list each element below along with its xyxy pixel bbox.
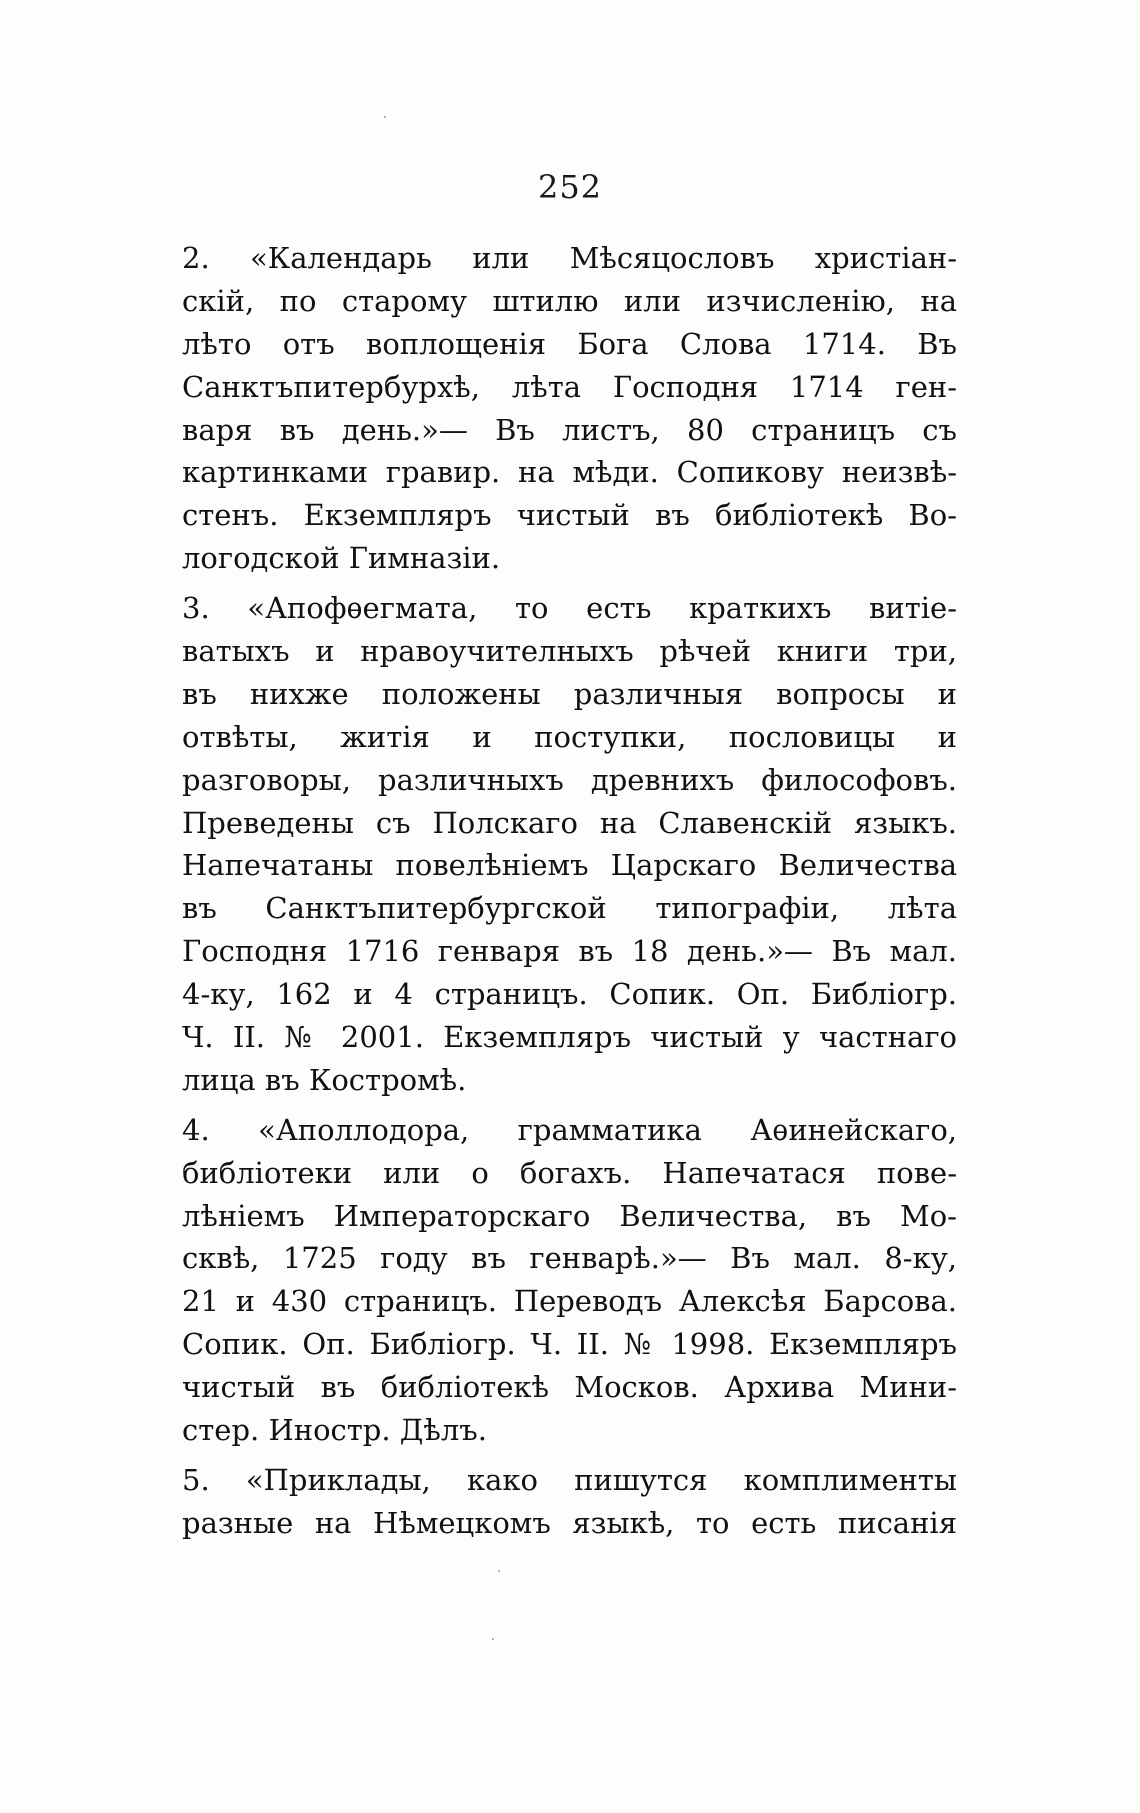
text-line: сквѣ, 1725 году въ генварѣ.»— Въ мал. 8-ку, [182,1241,957,1276]
text-line: 21 и 430 страницъ. Переводъ Алексѣя Барсова. [182,1284,957,1319]
text-line: Санктъпитербурхѣ, лѣта Господня 1714 ген- [182,369,957,404]
text-line: 4-ку, 162 и 4 страницъ. Сопик. Оп. Библiогр. [182,977,957,1012]
text-line: стенъ. Екземпляръ чистый въ библiотекѣ Во- [182,498,957,533]
text-line: чистый въ библiотекѣ Москов. Архива Мини- [182,1370,957,1405]
paper-speck [498,1570,500,1572]
text-line: логодской Гимназiи. [182,541,501,576]
text-line: разные на Нѣмецкомъ языкѣ, то есть писанiя [182,1505,957,1540]
text-line: въ Санктъпитербургской типографiи, лѣта [182,891,957,926]
text-line: Сопик. Оп. Библiогр. Ч. II. № 1998. Екземпляръ [182,1327,957,1362]
text-line: лица въ Костромѣ. [182,1062,467,1097]
text-line: 2. «Календарь или Мѣсяцословъ христiан- [182,241,957,275]
catalog-entry-3 [182,587,957,1102]
page-number: 252 [537,168,603,206]
text-line: ватыхъ и нравоучителныхъ рѣчей книги три, [182,634,957,669]
text-line: картинками гравир. на мѣди. Сопикову неизвѣ- [182,455,957,490]
text-line: варя въ день.»— Въ листъ, 80 страницъ съ [182,412,957,447]
paper-speck [492,1638,494,1640]
paper-speck [384,116,386,118]
text-line: Напечатаны повелѣнiемъ Царскаго Величества [182,848,957,883]
catalog-entry-5 [182,1459,957,1545]
catalog-entry-4 [182,1109,957,1452]
text-line: Преведены съ Полскаго на Славенскiй языкъ. [182,805,957,840]
text-line: въ нихже положены различныя вопросы и [182,676,957,711]
text-line: Господня 1716 генваря въ 18 день.»— Въ мал. [182,934,957,969]
text-line: Ч. II. № 2001. Екземпляръ чистый у частнаго [182,1020,957,1055]
text-line: разговоры, различныхъ древнихъ философовъ. [182,762,957,797]
text-line: 5. «Приклады, како пишутся комплименты [182,1462,957,1497]
catalog-entry-2 [182,237,957,580]
main-text [182,237,957,1552]
text-line: скiй, по старому штилю или изчисленiю, на [182,283,957,318]
text-line: лѣнiемъ Императорскаго Величества, въ Мо- [182,1198,957,1233]
text-line: лѣто отъ воплощенiя Бога Слова 1714. Въ [182,326,957,361]
text-line: стер. Иностр. Дѣлъ. [182,1413,487,1448]
text-line: 4. «Аполлодора, грамматика Аѳинейскаго, [182,1112,957,1147]
text-line: отвѣты, житiя и поступки, пословицы и [182,719,957,754]
text-line: 3. «Апофѳегмата, то есть краткихъ витiе- [182,591,957,626]
text-line: библiотеки или о богахъ. Напечатася пове- [182,1155,957,1190]
